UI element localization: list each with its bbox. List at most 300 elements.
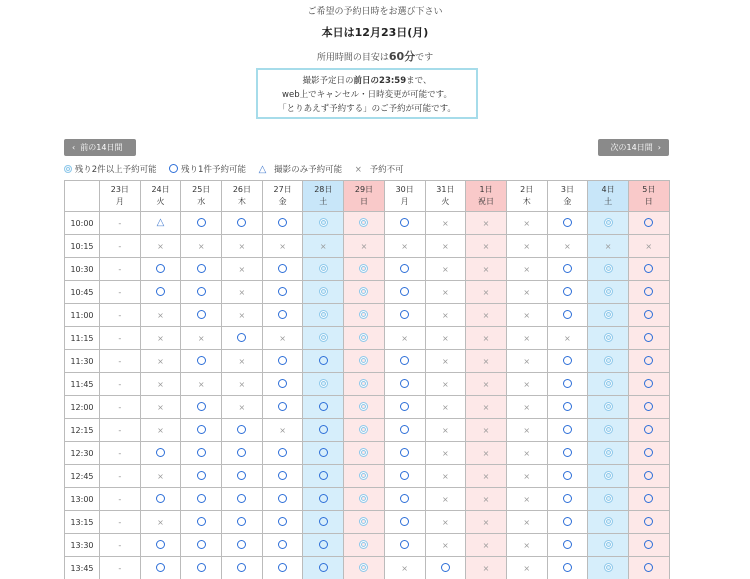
slot-cell[interactable]	[588, 281, 629, 304]
slot-cell[interactable]	[628, 212, 669, 235]
slot-cell[interactable]	[547, 258, 588, 281]
slot-cell[interactable]	[547, 557, 588, 579]
slot-cell[interactable]	[588, 419, 629, 442]
slot-cell	[181, 235, 222, 258]
slot-cell	[140, 373, 181, 396]
slot-cell[interactable]	[181, 419, 222, 442]
duration-text	[0, 48, 750, 64]
cross-icon: ×	[354, 165, 362, 175]
slot-cell[interactable]	[384, 488, 425, 511]
slot-cell[interactable]	[303, 212, 344, 235]
circle-icon	[400, 356, 409, 365]
time-slot-row	[65, 557, 670, 579]
slot-cell[interactable]	[262, 465, 303, 488]
slot-cell	[466, 281, 507, 304]
slot-cell[interactable]	[588, 488, 629, 511]
cross-icon: ×	[482, 356, 490, 366]
slot-cell[interactable]	[628, 511, 669, 534]
slot-cell[interactable]	[181, 511, 222, 534]
cross-icon: ×	[279, 333, 286, 343]
day-date: 4日	[601, 185, 615, 194]
double-circle-icon	[359, 287, 368, 296]
slot-cell[interactable]	[181, 488, 222, 511]
circle-icon	[563, 540, 572, 549]
circle-icon	[156, 448, 165, 457]
cross-icon: ×	[523, 333, 531, 343]
notice-deadline: 前日の23:59	[353, 76, 407, 86]
slot-cell[interactable]	[262, 281, 303, 304]
day-date: 26日	[232, 185, 251, 194]
slot-cell	[100, 396, 141, 419]
slot-cell[interactable]	[628, 373, 669, 396]
time-label: 12:30	[65, 442, 100, 465]
slot-cell[interactable]	[384, 212, 425, 235]
slot-cell[interactable]	[344, 557, 385, 579]
slot-cell[interactable]	[303, 419, 344, 442]
slot-cell[interactable]	[344, 511, 385, 534]
slot-cell[interactable]	[628, 258, 669, 281]
cross-icon: ×	[482, 402, 490, 412]
slot-cell[interactable]	[425, 557, 466, 579]
slot-cell[interactable]	[262, 511, 303, 534]
slot-cell[interactable]	[303, 511, 344, 534]
slot-cell	[100, 235, 141, 258]
slot-cell[interactable]	[628, 534, 669, 557]
day-header	[262, 181, 303, 212]
cross-icon: ×	[523, 563, 531, 573]
slot-cell[interactable]	[262, 304, 303, 327]
slot-cell	[100, 350, 141, 373]
slot-cell[interactable]	[303, 373, 344, 396]
cross-icon: ×	[360, 241, 368, 251]
circle-icon	[197, 471, 206, 480]
circle-icon	[197, 356, 206, 365]
circle-icon	[563, 402, 572, 411]
slot-cell[interactable]	[628, 465, 669, 488]
slot-cell	[466, 327, 507, 350]
slot-cell[interactable]	[344, 442, 385, 465]
slot-cell	[100, 373, 141, 396]
time-label: 13:45	[65, 557, 100, 579]
slot-cell[interactable]	[181, 465, 222, 488]
time-slot-row	[65, 465, 670, 488]
circle-icon	[644, 563, 653, 572]
double-circle-icon	[604, 287, 613, 296]
slot-cell[interactable]	[384, 258, 425, 281]
cross-icon: ×	[197, 379, 205, 389]
slot-cell	[506, 327, 547, 350]
slot-cell	[466, 419, 507, 442]
circle-icon	[197, 287, 206, 296]
slot-cell[interactable]	[588, 327, 629, 350]
circle-icon	[644, 517, 653, 526]
slot-cell	[222, 396, 263, 419]
day-of-week: 金	[563, 197, 572, 206]
circle-icon	[400, 471, 409, 480]
slot-cell[interactable]	[547, 281, 588, 304]
cross-icon: ×	[523, 264, 531, 274]
double-circle-icon	[64, 165, 72, 173]
circle-icon	[400, 448, 409, 457]
time-label: 12:45	[65, 465, 100, 488]
circle-icon	[400, 287, 409, 296]
circle-icon	[237, 425, 246, 434]
slot-cell[interactable]	[384, 281, 425, 304]
slot-cell[interactable]	[588, 557, 629, 579]
circle-icon	[563, 448, 572, 457]
slot-cell[interactable]	[140, 212, 181, 235]
day-header	[547, 181, 588, 212]
slot-cell[interactable]	[588, 212, 629, 235]
slot-cell[interactable]	[384, 465, 425, 488]
slot-cell	[506, 212, 547, 235]
slot-cell[interactable]	[222, 488, 263, 511]
slot-cell[interactable]	[303, 465, 344, 488]
double-circle-icon	[359, 494, 368, 503]
slot-cell[interactable]	[588, 258, 629, 281]
time-slot-row	[65, 488, 670, 511]
slot-cell[interactable]	[384, 373, 425, 396]
slot-cell[interactable]	[344, 304, 385, 327]
slot-cell[interactable]	[262, 442, 303, 465]
slot-cell[interactable]	[384, 442, 425, 465]
double-circle-icon	[359, 379, 368, 388]
slot-cell[interactable]	[547, 488, 588, 511]
cross-icon: ×	[197, 241, 205, 251]
circle-icon	[197, 402, 206, 411]
slot-cell[interactable]	[140, 281, 181, 304]
triangle-icon: △	[156, 217, 165, 228]
day-date: 23日	[110, 185, 129, 194]
slot-cell[interactable]	[344, 258, 385, 281]
circle-icon	[319, 517, 328, 526]
day-header	[181, 181, 222, 212]
unavailable-dash: -	[118, 264, 122, 274]
time-slot-row	[65, 212, 670, 235]
circle-icon	[319, 356, 328, 365]
slot-cell[interactable]	[588, 511, 629, 534]
slot-cell[interactable]	[547, 212, 588, 235]
unavailable-dash: -	[118, 540, 122, 550]
slot-cell[interactable]	[222, 212, 263, 235]
slot-cell[interactable]	[588, 534, 629, 557]
cross-icon: ×	[482, 471, 490, 481]
slot-cell[interactable]	[181, 396, 222, 419]
circle-icon	[197, 218, 206, 227]
day-of-week: 土	[319, 197, 328, 206]
slot-cell[interactable]	[140, 488, 181, 511]
slot-cell[interactable]	[588, 465, 629, 488]
day-header	[425, 181, 466, 212]
circle-icon	[563, 287, 572, 296]
slot-cell[interactable]	[181, 442, 222, 465]
slot-cell[interactable]	[140, 557, 181, 579]
slot-cell[interactable]	[344, 373, 385, 396]
slot-cell[interactable]	[384, 396, 425, 419]
slot-cell	[100, 304, 141, 327]
slot-cell[interactable]	[384, 350, 425, 373]
calendar-header-row	[65, 181, 670, 212]
cross-icon: ×	[238, 379, 246, 389]
slot-cell[interactable]	[344, 212, 385, 235]
slot-cell[interactable]	[547, 350, 588, 373]
slot-cell	[100, 327, 141, 350]
slot-cell[interactable]	[384, 534, 425, 557]
unavailable-dash: -	[118, 471, 122, 481]
slot-cell[interactable]	[344, 350, 385, 373]
slot-cell	[466, 258, 507, 281]
slot-cell[interactable]	[303, 281, 344, 304]
slot-cell[interactable]	[344, 534, 385, 557]
slot-cell[interactable]	[547, 534, 588, 557]
slot-cell[interactable]	[303, 557, 344, 579]
circle-icon	[237, 218, 246, 227]
circle-icon	[400, 517, 409, 526]
double-circle-icon	[359, 425, 368, 434]
cross-icon: ×	[238, 356, 246, 366]
circle-icon	[197, 425, 206, 434]
cross-icon: ×	[523, 218, 531, 228]
slot-cell	[506, 235, 547, 258]
slot-cell[interactable]	[222, 327, 263, 350]
slot-cell[interactable]	[628, 419, 669, 442]
slot-cell	[140, 235, 181, 258]
day-of-week: 木	[237, 197, 246, 206]
slot-cell	[506, 281, 547, 304]
circle-icon	[644, 402, 653, 411]
slot-cell[interactable]	[628, 350, 669, 373]
slot-cell[interactable]	[181, 304, 222, 327]
slot-cell[interactable]	[628, 304, 669, 327]
slot-cell[interactable]	[344, 465, 385, 488]
circle-icon	[563, 310, 572, 319]
slot-cell[interactable]	[344, 396, 385, 419]
slot-cell[interactable]	[262, 258, 303, 281]
slot-cell[interactable]	[262, 373, 303, 396]
slot-cell[interactable]	[303, 442, 344, 465]
slot-cell[interactable]	[181, 557, 222, 579]
day-of-week: 火	[156, 197, 165, 206]
slot-cell[interactable]	[262, 212, 303, 235]
slot-cell[interactable]	[628, 488, 669, 511]
slot-cell[interactable]	[588, 396, 629, 419]
slot-cell[interactable]	[344, 327, 385, 350]
circle-icon	[237, 563, 246, 572]
slot-cell[interactable]	[628, 442, 669, 465]
slot-cell[interactable]	[262, 488, 303, 511]
slot-cell	[222, 281, 263, 304]
slot-cell[interactable]	[181, 350, 222, 373]
circle-icon	[278, 494, 287, 503]
slot-cell[interactable]	[628, 557, 669, 579]
day-header	[628, 181, 669, 212]
slot-cell	[506, 511, 547, 534]
slot-cell	[466, 396, 507, 419]
circle-icon	[644, 287, 653, 296]
slot-cell	[466, 235, 507, 258]
cross-icon: ×	[441, 402, 449, 412]
cross-icon: ×	[482, 517, 490, 527]
slot-cell[interactable]	[588, 442, 629, 465]
slot-cell[interactable]	[303, 304, 344, 327]
slot-cell[interactable]	[547, 442, 588, 465]
slot-cell[interactable]	[262, 557, 303, 579]
day-header	[466, 181, 507, 212]
day-date: 24日	[151, 185, 170, 194]
slot-cell[interactable]	[588, 350, 629, 373]
slot-cell[interactable]	[344, 419, 385, 442]
unavailable-dash: -	[118, 448, 122, 458]
cross-icon: ×	[279, 425, 286, 435]
slot-cell	[140, 465, 181, 488]
circle-icon	[400, 218, 409, 227]
time-label: 12:00	[65, 396, 100, 419]
circle-icon	[156, 494, 165, 503]
time-label: 13:00	[65, 488, 100, 511]
slot-cell[interactable]	[303, 327, 344, 350]
slot-cell[interactable]	[222, 442, 263, 465]
unavailable-dash: -	[118, 494, 122, 504]
cross-icon: ×	[482, 540, 490, 550]
cross-icon: ×	[441, 218, 449, 228]
slot-cell[interactable]	[140, 534, 181, 557]
cross-icon: ×	[482, 287, 490, 297]
slot-cell	[425, 419, 466, 442]
cross-icon: ×	[482, 448, 490, 458]
instruction-text: ご希望の予約日時をお選び下さい	[307, 7, 443, 17]
slot-cell	[466, 511, 507, 534]
slot-cell	[100, 488, 141, 511]
slot-cell[interactable]	[547, 373, 588, 396]
slot-cell[interactable]	[384, 419, 425, 442]
slot-cell[interactable]	[384, 511, 425, 534]
slot-cell	[222, 235, 263, 258]
slot-cell	[506, 442, 547, 465]
circle-icon	[278, 448, 287, 457]
slot-cell	[222, 304, 263, 327]
slot-cell[interactable]	[628, 396, 669, 419]
slot-cell[interactable]	[344, 488, 385, 511]
slot-cell	[425, 258, 466, 281]
duration-suffix: です	[415, 53, 434, 63]
slot-cell[interactable]	[547, 465, 588, 488]
slot-cell[interactable]	[344, 281, 385, 304]
cross-icon: ×	[523, 310, 531, 320]
slot-cell[interactable]	[547, 396, 588, 419]
double-circle-icon	[359, 310, 368, 319]
slot-cell[interactable]	[303, 396, 344, 419]
circle-icon	[197, 517, 206, 526]
double-circle-icon	[319, 333, 328, 342]
slot-cell	[262, 327, 303, 350]
cross-icon: ×	[523, 471, 531, 481]
chevron-left-icon: ‹	[72, 143, 76, 152]
circle-icon	[400, 425, 409, 434]
slot-cell[interactable]	[140, 258, 181, 281]
day-header	[344, 181, 385, 212]
cross-icon: ×	[197, 333, 205, 343]
day-header	[588, 181, 629, 212]
time-slot-row	[65, 534, 670, 557]
circle-icon	[644, 448, 653, 457]
slot-cell[interactable]	[262, 350, 303, 373]
next-14-days-button[interactable]	[598, 139, 669, 156]
slot-cell	[425, 488, 466, 511]
slot-cell	[100, 258, 141, 281]
legend-many	[64, 165, 162, 175]
cross-icon: ×	[441, 379, 449, 389]
time-slot-row	[65, 281, 670, 304]
slot-cell[interactable]	[181, 534, 222, 557]
slot-cell	[506, 488, 547, 511]
time-slot-row	[65, 327, 670, 350]
circle-icon	[278, 540, 287, 549]
slot-cell[interactable]	[222, 511, 263, 534]
cross-icon: ×	[441, 287, 449, 297]
slot-cell[interactable]	[303, 488, 344, 511]
day-of-week: 土	[604, 197, 613, 206]
slot-cell	[506, 304, 547, 327]
double-circle-icon	[319, 218, 328, 227]
slot-cell	[466, 304, 507, 327]
slot-cell	[181, 327, 222, 350]
double-circle-icon	[604, 563, 613, 572]
slot-cell	[506, 396, 547, 419]
slot-cell[interactable]	[547, 304, 588, 327]
legend-many-label: 残り2件以上予約可能	[74, 165, 157, 175]
slot-cell[interactable]	[262, 534, 303, 557]
slot-cell[interactable]	[181, 212, 222, 235]
cross-icon: ×	[157, 356, 164, 366]
slot-cell[interactable]	[262, 396, 303, 419]
slot-cell[interactable]	[384, 304, 425, 327]
time-slot-row	[65, 304, 670, 327]
prev-14-days-button[interactable]	[64, 139, 136, 156]
slot-cell[interactable]	[181, 281, 222, 304]
circle-icon	[644, 264, 653, 273]
slot-cell[interactable]	[588, 373, 629, 396]
slot-cell[interactable]	[303, 534, 344, 557]
time-label: 13:15	[65, 511, 100, 534]
slot-cell[interactable]	[628, 281, 669, 304]
slot-cell	[466, 212, 507, 235]
day-date: 25日	[192, 185, 211, 194]
slot-cell[interactable]	[222, 557, 263, 579]
circle-icon	[563, 494, 572, 503]
circle-icon	[278, 264, 287, 273]
cross-icon: ×	[523, 517, 531, 527]
slot-cell[interactable]	[628, 327, 669, 350]
circle-icon	[644, 471, 653, 480]
legend-one	[169, 165, 251, 175]
slot-cell[interactable]	[222, 534, 263, 557]
slot-cell[interactable]	[303, 350, 344, 373]
slot-cell[interactable]	[547, 511, 588, 534]
double-circle-icon	[604, 379, 613, 388]
slot-cell	[262, 235, 303, 258]
slot-cell[interactable]	[181, 258, 222, 281]
slot-cell[interactable]	[222, 465, 263, 488]
slot-cell	[425, 534, 466, 557]
slot-cell[interactable]	[588, 304, 629, 327]
slot-cell[interactable]	[222, 419, 263, 442]
day-of-week: 月	[400, 197, 409, 206]
slot-cell[interactable]	[303, 258, 344, 281]
slot-cell[interactable]	[140, 442, 181, 465]
slot-cell	[425, 396, 466, 419]
day-date: 3日	[560, 185, 574, 194]
slot-cell[interactable]	[547, 419, 588, 442]
